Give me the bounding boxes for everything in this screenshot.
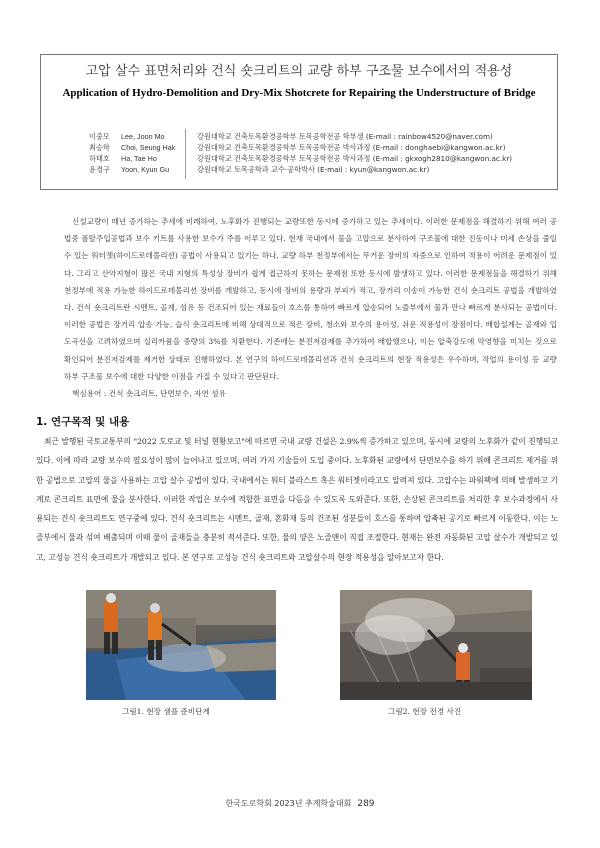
title-box — [40, 54, 558, 190]
author-affiliation: 강원대학교 건축토목환경공학부 토목공학전공 박사과정 (E-mail : donghaebi@kangwon.ac.kr) — [197, 143, 506, 152]
author-name-en: Lee, Joon Mo — [121, 132, 165, 141]
keywords: 핵심용어 : 건식 숏크리트, 단면보수, 자연 섬유 — [72, 389, 226, 399]
author-name-en: Yoon, Kyun Gu — [121, 165, 170, 174]
section-body — [36, 432, 558, 567]
figure-site-sample-prep — [86, 590, 276, 700]
author-affiliation: 강원대학교 건축토목환경공학부 토목공학전공 학부생 (E-mail : rainbow4520@naver.com) — [197, 132, 493, 141]
page-footer — [0, 798, 600, 809]
author-name-ko: 최승학 — [89, 143, 110, 152]
figure-caption: 그림2. 현장 전경 사진 — [388, 707, 462, 716]
author-row — [89, 164, 529, 175]
author-row — [89, 131, 529, 142]
conference-name: 한국도로학회 2023년 추계학술대회 — [225, 799, 352, 808]
section-heading: 1. 연구목적 및 내용 — [36, 416, 130, 428]
title-english: Application of Hydro-Demolition and Dry-Mix Shotcrete for Repairing the Understructure of Bridge — [62, 87, 536, 99]
author-affiliation: 강원대학교 건축토목환경공학부 토목공학전공 박사과정 (E-mail : gkxogh2810@kangwon.ac.kr) — [197, 154, 513, 163]
page-number: 289 — [357, 799, 375, 809]
author-name-ko: 윤경구 — [89, 165, 110, 174]
figure-caption: 그림1. 현장 샘플 준비단계 — [122, 707, 210, 716]
author-row — [89, 142, 529, 153]
figure-site-overview — [340, 590, 532, 700]
photo-site-overview — [340, 590, 532, 700]
abstract-text: 신설교량이 매년 증가하는 추세에 비례하여, 노후화가 진행되는 교량또한 동시에 증가하고 있는 추세이다. 이러한 문제점을 해결하기 위해 여러 공법중 폴탈주입공법과 보수 키트를 사용한 보수가 주를 이루고 있다. 현재 국내에서 물을 고압으로 분사하여 구조물에 대한 진동이나 미세 손상을 줄일 수 있는 워터젯(하이드로데몰리션) 공법이 사용되고 있기는 하나, 교량 하부 천정부에서는 무거운 장비의 자중으로 인하여 적용이 어려운 문제점이 있다. 그리고 산악지형이 많은 국내 지형의 특성상 장비가 쉽게 접근하지 못하는 문제점 또한 동시에 발생하고 있다. 이러한 문제점들을 해결하기 위해 천정부에 적용 가능한 하이드로데몰리션 장비를 개발하고, 동시에 장비의 용량과 부피가 적고, 장거리 이송이 가능한 건식 숏크리트 공법을 개발하였다. 건식 숏크리트란 시멘트, 골재, 섬유 등 건조되어 있는 재료들이 호스를 통하여 빠르게 압송되어 노즐부에서 물과 만나 빠르게 분사되는 공법이다. 이러한 공법은 장거리 압송 가능, 습식 숏크리트에 비해 상대적으로 적은 장비, 청소와 보수의 용이성, 쉬운 적용성이 장점이다. 배합설계는 골재와 입도곡선을 고려하였으며 실리카퓸을 중량의 3%를 치환한다. 기존에는 분진저감제를 추가하여 배합했으나, 이는 압축강도에 악영향을 미치는 것으로 확인되어 분진저감제를 제거한 상태로 진행하였다. 본 연구의 하이드로데몰리션과 건식 숏크리트의 현장 적용성은 우수하며, 작업의 용이성 등 교량 하부 구조물 보수에 대한 다양한 이점을 가질 수 있다고 판단된다. — [64, 217, 557, 381]
title-korean: 고압 살수 표면처리와 건식 숏크리트의 교량 하부 구조물 보수에서의 적용성 — [85, 64, 513, 79]
author-list — [89, 131, 529, 175]
author-name-ko: 이중모 — [89, 132, 110, 141]
author-name-ko: 하태호 — [89, 154, 110, 163]
author-row — [89, 153, 529, 164]
author-name-en: Ha, Tae Ho — [121, 154, 157, 163]
photo-site-sample — [86, 590, 276, 700]
abstract — [64, 213, 557, 402]
section-paragraph: 최근 발행된 국토교통부의 "2022 도로교 및 터널 현황보고"에 따르면 국내 교량 건설은 2.9%씩 증가하고 있으며, 동시에 교량의 노후화가 같이 진행되고 있다. 이에 따라 교량 보수의 필요성이 많이 늘어나고 있으며, 여러 가지 기술들이 도입 중이다. 노후화된 교량에서 단면보수를 하기 위해 콘크리트 제거를 위한 공법으로 고압의 물을 사용하는 고압 살수 공법이 있다. 국내에서는 워터 블라스트 혹은 워터젯이라고도 알려져 있다. 고압수는 파워팩에 의해 발생하고 기계로 콘크리트 표면에 물을 분사한다. 이러한 작업은 보수에 적합한 표면을 다듬을 수 있도록 도와준다. 또한, 손상된 콘크리트를 처리한 후 보수과정에서 사용되는 건식 숏크리트도 연구중에 있다. 건식 숏크리트는 시멘트, 골재, 혼화재 등의 건조된 성분들이 호스를 통하여 압축된 공기로 빠르게 이동한다. 이는 노즐부에서 물과 섞여 배출되며 이때 물이 골재들을 충분히 적셔준다. 또한, 물의 양은 노즐맨이 직접 조절한다. 현재는 완전 자동화된 고압 살수가 개발되고 있고, 고성능 건식 숏크리트가 개발되고 있다. 본 연구로 고성능 건식 숏크리트와 고압살수의 현장 적용성을 알아보고자 한다. — [36, 437, 558, 562]
author-affiliation: 강원대학교 토목공학과 교수·공학박사 (E-mail : kyun@kangwon.ac.kr) — [197, 165, 430, 174]
author-name-en: Choi, Seung Hak — [121, 143, 176, 152]
